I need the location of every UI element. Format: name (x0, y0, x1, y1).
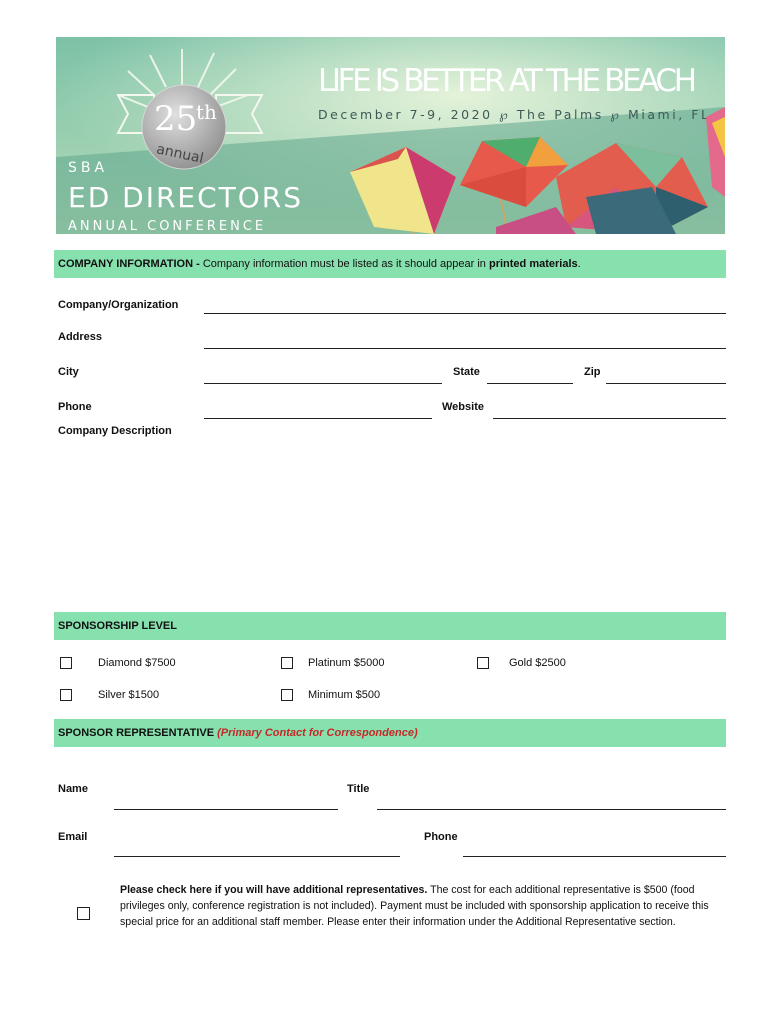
company-input[interactable] (204, 297, 726, 313)
additional-reps-checkbox[interactable] (77, 907, 90, 920)
rep-phone-input[interactable] (463, 840, 726, 856)
rep-phone-label: Phone (424, 831, 458, 843)
platinum-checkbox[interactable] (281, 657, 293, 669)
silver-option-label: Silver $1500 (98, 689, 160, 701)
svg-text:SBA: SBA (68, 160, 109, 176)
zip-label: Zip (584, 366, 601, 378)
state-label: State (453, 366, 480, 378)
website-input[interactable] (493, 402, 726, 418)
platinum-option-label: Platinum $5000 (308, 657, 385, 669)
printed-materials-emphasis: printed materials (488, 258, 578, 270)
sponsor-representative-header (54, 719, 726, 747)
phone-label: Phone (58, 401, 92, 413)
website-field[interactable] (493, 418, 726, 419)
rep-email-label: Email (58, 831, 88, 843)
city-field[interactable] (204, 383, 442, 384)
rep-name-label: Name (58, 783, 88, 795)
conference-banner (56, 37, 725, 234)
gold-option-label: Gold $2500 (509, 657, 566, 669)
rep-email-field[interactable] (114, 856, 400, 857)
minimum-option-label: Minimum $500 (308, 689, 381, 701)
additional-reps-note-text: The cost for each additional representative is $500 (food privileges only, conference registration is not included). Payment must be included with sponsorship application to receive this special price for an additional staff member. Please enter their information under the Additional Representative section. (120, 884, 709, 928)
rep-email-input[interactable] (114, 840, 400, 856)
silver-checkbox[interactable] (60, 689, 72, 701)
diamond-option-label: Diamond $7500 (98, 657, 176, 669)
rep-name-input[interactable] (114, 793, 338, 809)
sponsorship-level-header (54, 612, 726, 640)
zip-field[interactable] (606, 383, 726, 384)
svg-text:th: th (196, 100, 217, 124)
svg-text:ANNUAL CONFERENCE: ANNUAL CONFERENCE (68, 219, 267, 234)
svg-text:25: 25 (154, 99, 198, 139)
svg-text:LIFE IS BETTER AT THE BEACH: LIFE IS BETTER AT THE BEACH (318, 63, 698, 99)
svg-text:ED DIRECTORS: ED DIRECTORS (68, 181, 304, 214)
rep-phone-field[interactable] (463, 856, 726, 857)
rep-name-field[interactable] (114, 809, 338, 810)
phone-field[interactable] (204, 418, 432, 419)
address-field[interactable] (204, 348, 726, 349)
company-label: Company/Organization (58, 299, 179, 311)
company-info-title: COMPANY INFORMATION - (58, 258, 203, 270)
minimum-checkbox[interactable] (281, 689, 293, 701)
state-field[interactable] (487, 383, 573, 384)
svg-text:December 7-9, 2020 ℘ The Palms: December 7-9, 2020 ℘ The Palms ℘ Miami, FL (318, 107, 710, 122)
primary-contact-note: (Primary Contact for Correspondence) (217, 727, 418, 739)
company-info-period: . (577, 258, 581, 270)
address-input[interactable] (204, 332, 726, 348)
gold-checkbox[interactable] (477, 657, 489, 669)
phone-input[interactable] (204, 402, 432, 418)
company-description-label: Company Description (58, 425, 172, 437)
city-input[interactable] (204, 367, 442, 383)
company-info-header (54, 250, 726, 278)
city-label: City (58, 366, 79, 378)
zip-input[interactable] (606, 367, 726, 383)
rep-title-field[interactable] (377, 809, 726, 810)
state-input[interactable] (487, 367, 573, 383)
additional-reps-note-bold: Please check here if you will have additional representatives. (120, 884, 428, 896)
diamond-checkbox[interactable] (60, 657, 72, 669)
website-label: Website (442, 401, 484, 413)
address-label: Address (58, 331, 103, 343)
company-info-instructions: Company information must be listed as it should appear in (202, 258, 489, 270)
rep-title-label: Title (347, 783, 370, 795)
sponsor-representative-title: SPONSOR REPRESENTATIVE (58, 727, 218, 739)
svg-text:annual: annual (154, 141, 205, 167)
sponsorship-level-title: SPONSORSHIP LEVEL (58, 620, 177, 632)
company-description-area[interactable] (56, 445, 724, 605)
banner-artwork (56, 37, 725, 234)
rep-title-input[interactable] (377, 793, 726, 809)
additional-reps-note (120, 882, 720, 930)
company-field[interactable] (204, 313, 726, 314)
